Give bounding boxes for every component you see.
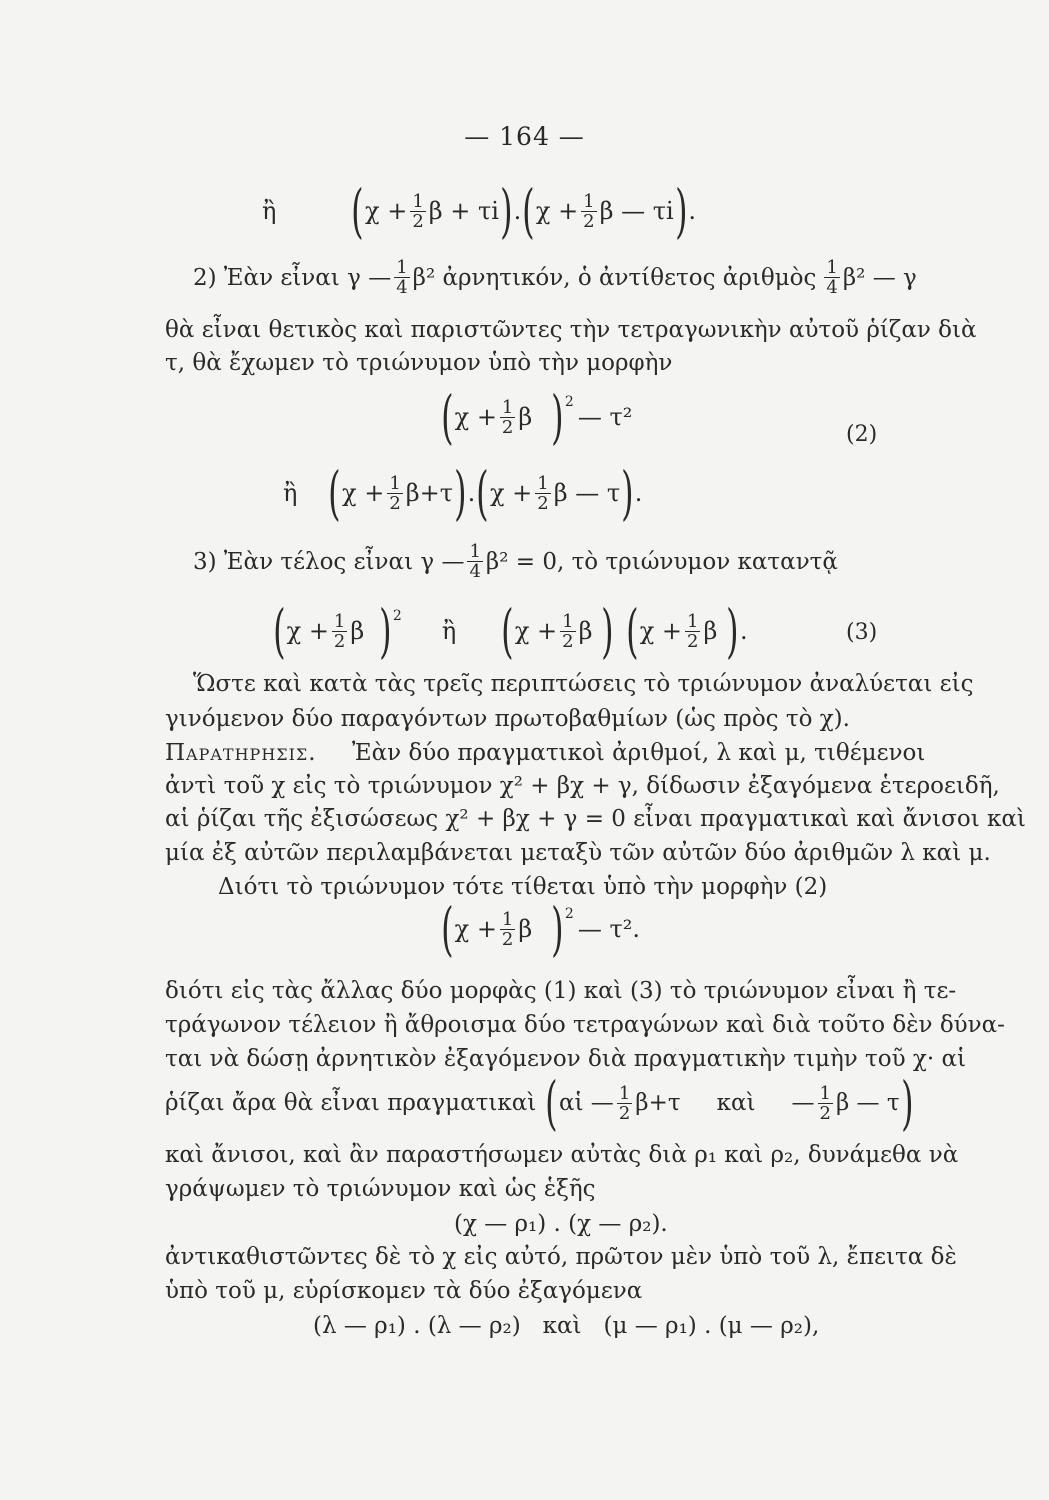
text-line: τράγωνον τέλειον ἢ ἄθροισμα δύο τετραγώνων καὶ διὰ τοῦτο δὲν δύνα-: [165, 1012, 1005, 1038]
text: β² — γ: [842, 264, 917, 291]
dot: .: [467, 479, 476, 507]
text-line: διότι εἰς τὰς ἄλλας δύο μορφὰς (1) καὶ (3) τὸ τριώνυμον εἶναι ἢ τε-: [165, 978, 957, 1004]
eq-term: χ +: [286, 617, 329, 645]
page-number: — 164 —: [464, 122, 585, 151]
dot: .: [634, 479, 643, 507]
paren-left: (: [476, 459, 489, 527]
paren-left: (: [545, 1069, 558, 1137]
eq-term: β: [578, 617, 593, 645]
eq-term: χ +: [454, 915, 497, 943]
eq-term: β: [518, 403, 533, 431]
eq-term: β: [703, 617, 718, 645]
dot: .: [739, 617, 748, 645]
equation-complex-factors: [262, 177, 696, 245]
eq-term: β: [350, 617, 365, 645]
equation-4: [440, 895, 640, 963]
eq-term: — τ²: [577, 403, 633, 431]
text: 3) Ἐὰν τέλος εἶναι γ —: [193, 548, 465, 575]
roots-line: [165, 1069, 914, 1137]
paren-right: ): [621, 459, 634, 527]
fraction-half: $\frac{1}{2}$: [333, 610, 346, 652]
text-line: γράψωμεν τὸ τριώνυμον καὶ ὡς ἑξῆς: [165, 1176, 596, 1202]
text-line: γινόμενον δύο παραγόντων πρωτοβαθμίων (ὡς πρὸς τὸ χ).: [165, 706, 850, 732]
text: ῥίζαι ἄρα θὰ εἶναι πραγματικαὶ: [165, 1090, 537, 1116]
exponent: 2: [392, 608, 402, 624]
eq-term: β — τ: [835, 1090, 900, 1116]
text-line: Ὥστε καὶ κατὰ τὰς τρεῖς περιπτώσεις τὸ τριώνυμον ἀναλύεται εἰς: [193, 671, 974, 697]
equation-3: [272, 597, 748, 665]
eq-term: β+τ: [405, 479, 454, 507]
equation-2: [440, 383, 633, 451]
eq-term: β + τi: [428, 197, 499, 225]
eq-term: — τ².: [577, 915, 640, 943]
text-line: αἱ ῥίζαι τῆς ἐξισώσεως χ² + βχ + γ = 0 εἶναι πραγματικαὶ καὶ ἄνισοι καὶ: [165, 806, 1026, 832]
eta-text: ἢ: [262, 197, 277, 225]
fraction-half: $\frac{1}{2}$: [537, 472, 549, 514]
paren-right: ): [551, 383, 564, 451]
fraction-half: $\frac{1}{2}$: [819, 1082, 831, 1124]
fraction-quarter: $\frac{1}{4}$: [826, 257, 838, 298]
fraction-half: $\frac{1}{2}$: [412, 190, 424, 232]
text-line: ὑπὸ τοῦ μ, εὑρίσκομεν τὰ δύο ἐξαγόμενα: [165, 1278, 643, 1304]
equation-tag-2: (2): [846, 422, 878, 447]
eq-term: χ +: [535, 197, 579, 225]
paren-left: (: [441, 895, 454, 963]
paren-left: (: [522, 177, 535, 245]
fraction-half: $\frac{1}{2}$: [562, 610, 574, 652]
paren-right: ): [674, 177, 688, 245]
dot: .: [688, 197, 696, 225]
exponent: 2: [564, 394, 574, 410]
fraction-half: $\frac{1}{2}$: [687, 610, 699, 652]
paren-right: ): [551, 895, 564, 963]
remark-title: Παρατηρησις.: [165, 740, 317, 766]
paren-left: (: [626, 597, 639, 665]
paren-left: (: [441, 383, 454, 451]
text-line: τ, θὰ ἔχωμεν τὸ τριώνυμον ὑπὸ τὴν μορφὴν: [165, 350, 673, 376]
text-line: Ἐὰν δύο πραγματικοὶ ἀριθμοί, λ καὶ μ, τιθέμενοι: [352, 740, 926, 766]
paren-left: (: [351, 177, 364, 245]
fraction-half: $\frac{1}{2}$: [501, 908, 514, 950]
text: καὶ: [716, 1090, 756, 1116]
eq-term: β — τ: [553, 479, 621, 507]
equation-tag-3: (3): [846, 620, 878, 645]
case-3-line: [193, 542, 838, 581]
case-2-line: [193, 258, 917, 297]
exponent: 2: [564, 906, 574, 922]
paren-left: (: [273, 597, 286, 665]
paren-right: ): [601, 597, 614, 665]
eta-text: ἢ: [283, 479, 298, 507]
text-line: καὶ ἄνισοι, καὶ ἂν παραστήσωμεν αὐτὰς διὰ ρ₁ καὶ ρ₂, δυνάμεθα νὰ: [165, 1142, 959, 1168]
text: β² ἀρνητικόν, ὁ ἀντίθετος ἀριθμὸς: [412, 264, 817, 291]
text: β² = 0, τὸ τριώνυμον καταντᾷ: [485, 548, 838, 575]
eq-term: αἱ —: [558, 1090, 614, 1116]
paren-right: ): [500, 177, 513, 245]
equation-5: (χ — ρ₁) . (χ — ρ₂).: [454, 1211, 668, 1237]
paren-right: ): [726, 597, 739, 665]
text-line: ἀντὶ τοῦ χ εἰς τὸ τριώνυμον χ² + βχ + γ, δίδωσιν ἐξαγόμενα ἑτεροειδῆ,: [165, 773, 1000, 799]
eq-term: χ +: [365, 197, 408, 225]
remark-label: [165, 738, 317, 768]
fraction-half: $\frac{1}{2}$: [583, 190, 595, 232]
paren-right: ): [454, 459, 467, 527]
equation-2-factors: [283, 459, 643, 527]
text: 2) Ἐὰν εἶναι γ —: [193, 264, 392, 291]
eq-term: χ +: [342, 479, 385, 507]
text-line: Διότι τὸ τριώνυμον τότε τίθεται ὑπὸ τὴν μορφὴν (2): [218, 874, 828, 900]
paren-left: (: [328, 459, 341, 527]
eta-text: ἢ: [441, 617, 457, 645]
eq-term: —: [791, 1090, 815, 1116]
paren-right: ): [379, 597, 392, 665]
fraction-half: $\frac{1}{2}$: [389, 472, 401, 514]
eq-term: χ +: [514, 617, 558, 645]
equation-6: (λ — ρ₁) . (λ — ρ₂) καὶ (μ — ρ₁) . (μ — ρ₂),: [313, 1313, 820, 1339]
fraction-half: $\frac{1}{2}$: [501, 396, 514, 438]
fraction-quarter: $\frac{1}{4}$: [469, 541, 481, 582]
eq-term: χ +: [639, 617, 683, 645]
paren-right: ): [900, 1069, 914, 1137]
eq-term: χ +: [454, 403, 497, 431]
fraction-quarter: $\frac{1}{4}$: [396, 257, 408, 298]
text-line: μία ἐξ αὐτῶν περιλαμβάνεται μεταξὺ τῶν αὐτῶν δύο ἀριθμῶν λ καὶ μ.: [165, 840, 991, 866]
fraction-half: $\frac{1}{2}$: [618, 1082, 631, 1124]
text-line: ἀντικαθιστῶντες δὲ τὸ χ εἰς αὐτό, πρῶτον μὲν ὑπὸ τοῦ λ, ἔπειτα δὲ: [165, 1244, 957, 1270]
eq-term: β: [518, 915, 533, 943]
dot: .: [513, 197, 522, 225]
eq-term: χ +: [489, 479, 533, 507]
eq-term: β+τ: [635, 1090, 681, 1116]
paren-left: (: [501, 597, 514, 665]
eq-term: β — τi: [599, 197, 674, 225]
text-line: ται νὰ δώσῃ ἀρνητικὸν ἐξαγόμενον διὰ πραγματικὴν τιμὴν τοῦ χ· αἱ: [165, 1046, 967, 1072]
text-line: θὰ εἶναι θετικὸς καὶ παριστῶντες τὴν τετραγωνικὴν αὐτοῦ ῥίζαν διὰ: [165, 317, 977, 343]
